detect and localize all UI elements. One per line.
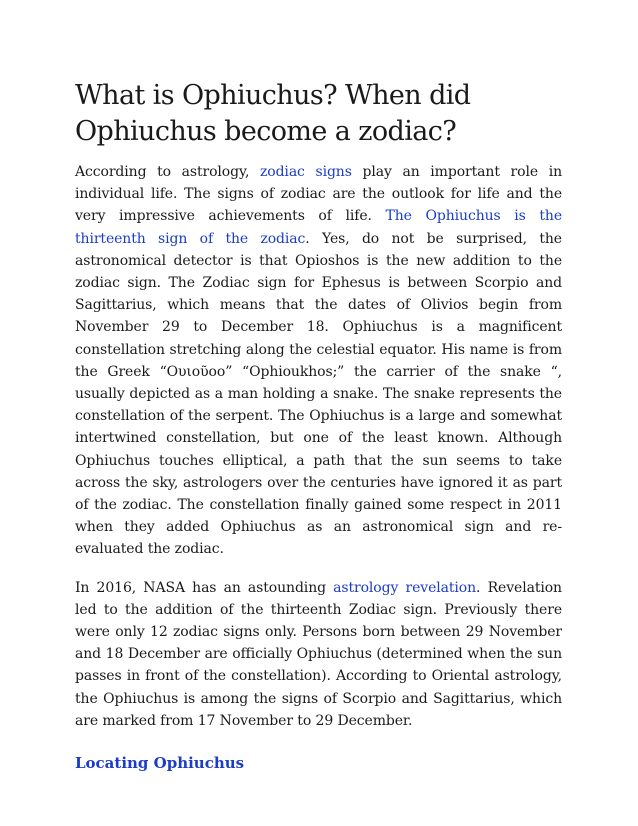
zodiac-signs-link[interactable]: zodiac signs (259, 164, 352, 180)
section-heading-locating: Locating Ophiuchus (75, 754, 245, 773)
paragraph-nasa-text-1: In 2016, NASA has an astounding (75, 579, 334, 596)
thirteenth-sign-link[interactable]: The Ophiuchus is the thirteenth sign of the zodiac (75, 208, 563, 247)
article-title: What is Ophiuchus? When did Ophiuchus become a zodiac? (75, 80, 471, 147)
paragraph-intro (75, 161, 562, 561)
paragraph-intro-text-1: According to astrology, (75, 164, 260, 180)
paragraph-intro-text-3: . Yes, do not be surprised, the astronomical detector is that Opioshos is the new addition to the zodiac sign. The Zodiac sign for Ephesus is between Scorpio and Sagittarius, which means that the dates of Olivios begin from November 29 to December 18. Ophiuchus is a magnificent constellation stretching along the celestial equator. His name is from the Greek “Ουιοῦοο” “Ophioukhos;” the carrier of the snake “, usually depicted as a man holding a snake. The snake represents the constellation of the serpent. The Ophiuchus is a large and somewhat intertwined constellation, but one of the least known. Although Ophiuchus touches elliptical, a path that the sun seems to take across the sky, astrologers over the centuries have ignored it as part of the zodiac. The constellation finally gained some respect in 2011 when they added Ophiuchus as an astronomical sign and re-evaluated the zodiac. (75, 230, 562, 558)
paragraph-intro-text-2: play an important role in individual life. The signs of zodiac are the outlook for life and the very impressive achievements of life. (75, 164, 562, 225)
paragraph-nasa (75, 577, 562, 732)
article (75, 78, 562, 774)
astrology-revelation-link[interactable]: astrology revelation (333, 579, 477, 596)
paragraph-nasa-text-2: . Revelation led to the addition of the thirteenth Zodiac sign. Previously there were only 12 zodiac signs only. Persons born between 29 November and 18 December are officially Ophiuchus (determined when the sun passes in front of the constellation). According to Oriental astrology, the Ophiuchus is among the signs of Scorpio and Sagittarius, which are marked from 17 November to 29 December. (75, 579, 562, 729)
